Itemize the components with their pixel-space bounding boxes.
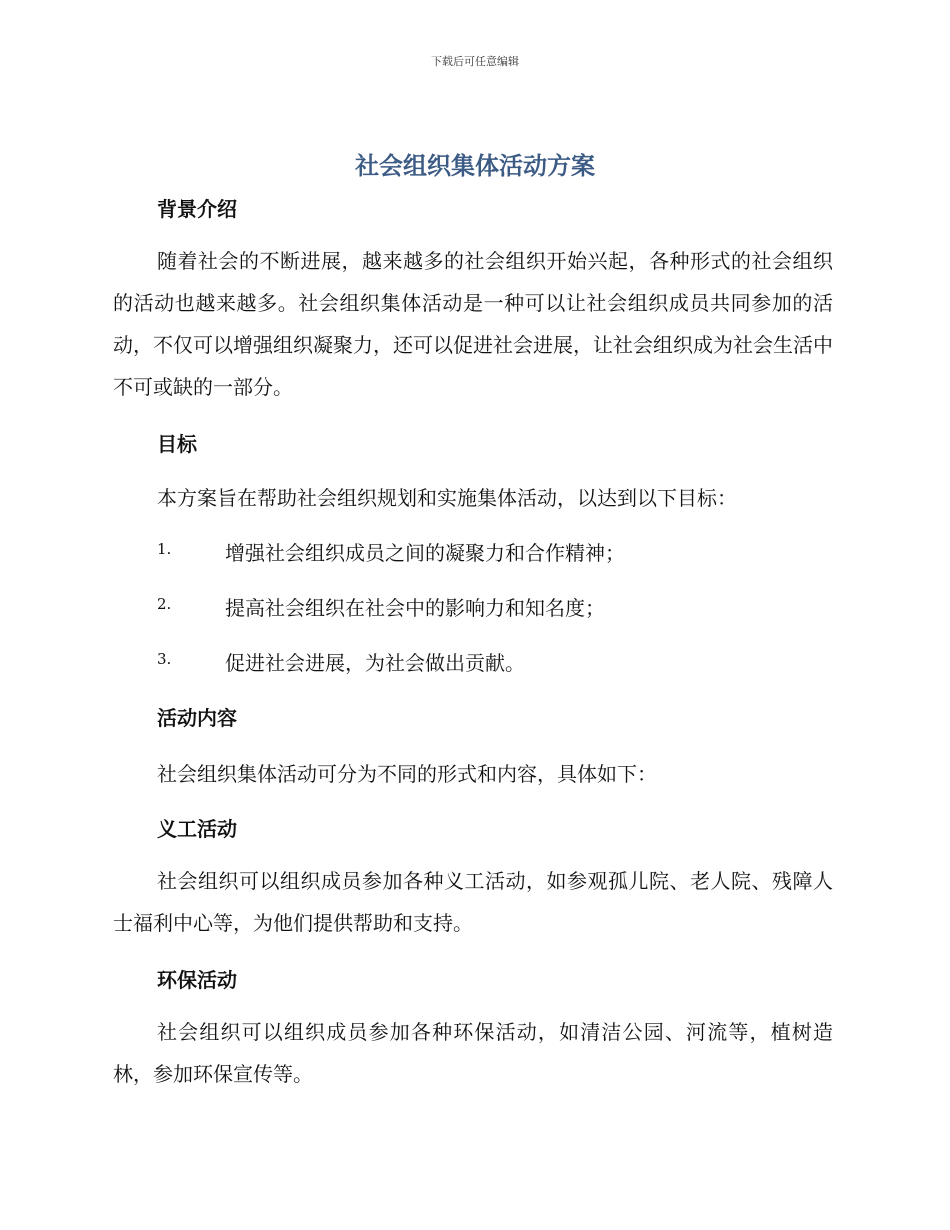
heading-goals: 目标 (157, 432, 197, 456)
paragraph-environment: 社会组织可以组织成员参加各种环保活动，如清洁公园、河流等，植树造林，参加环保宣传等。 (113, 1020, 833, 1086)
list-item-text: 增强社会组织成员之间的凝聚力和合作精神； (225, 541, 625, 565)
paragraph-goals-intro: 本方案旨在帮助社会组织规划和实施集体活动，以达到以下目标： (157, 486, 737, 510)
list-item-number: 2. (157, 595, 172, 613)
list-item-text: 促进社会进展，为社会做出贡献。 (225, 651, 525, 675)
list-item-text: 提高社会组织在社会中的影响力和知名度； (225, 596, 605, 620)
list-item-number: 3. (157, 650, 172, 668)
paragraph-volunteer: 社会组织可以组织成员参加各种义工活动，如参观孤儿院、老人院、残障人士福利中心等，为他们提供帮助和支持。 (113, 869, 833, 935)
heading-volunteer: 义工活动 (157, 817, 237, 841)
paragraph-background: 随着社会的不断进展，越来越多的社会组织开始兴起，各种形式的社会组织的活动也越来越多。社会组织集体活动是一种可以让社会组织成员共同参加的活动，不仅可以增强组织凝聚力，还可以促进社会进展，让社会组织成为社会生活中不可或缺的一部分。 (113, 249, 833, 399)
document-title: 社会组织集体活动方案 (355, 152, 595, 180)
heading-background: 背景介绍 (157, 197, 237, 221)
list-item-number: 1. (157, 540, 172, 558)
heading-environment: 环保活动 (157, 968, 237, 992)
header-note: 下载后可任意编辑 (431, 55, 519, 68)
heading-content: 活动内容 (157, 706, 237, 730)
paragraph-content-intro: 社会组织集体活动可分为不同的形式和内容，具体如下： (157, 762, 657, 786)
